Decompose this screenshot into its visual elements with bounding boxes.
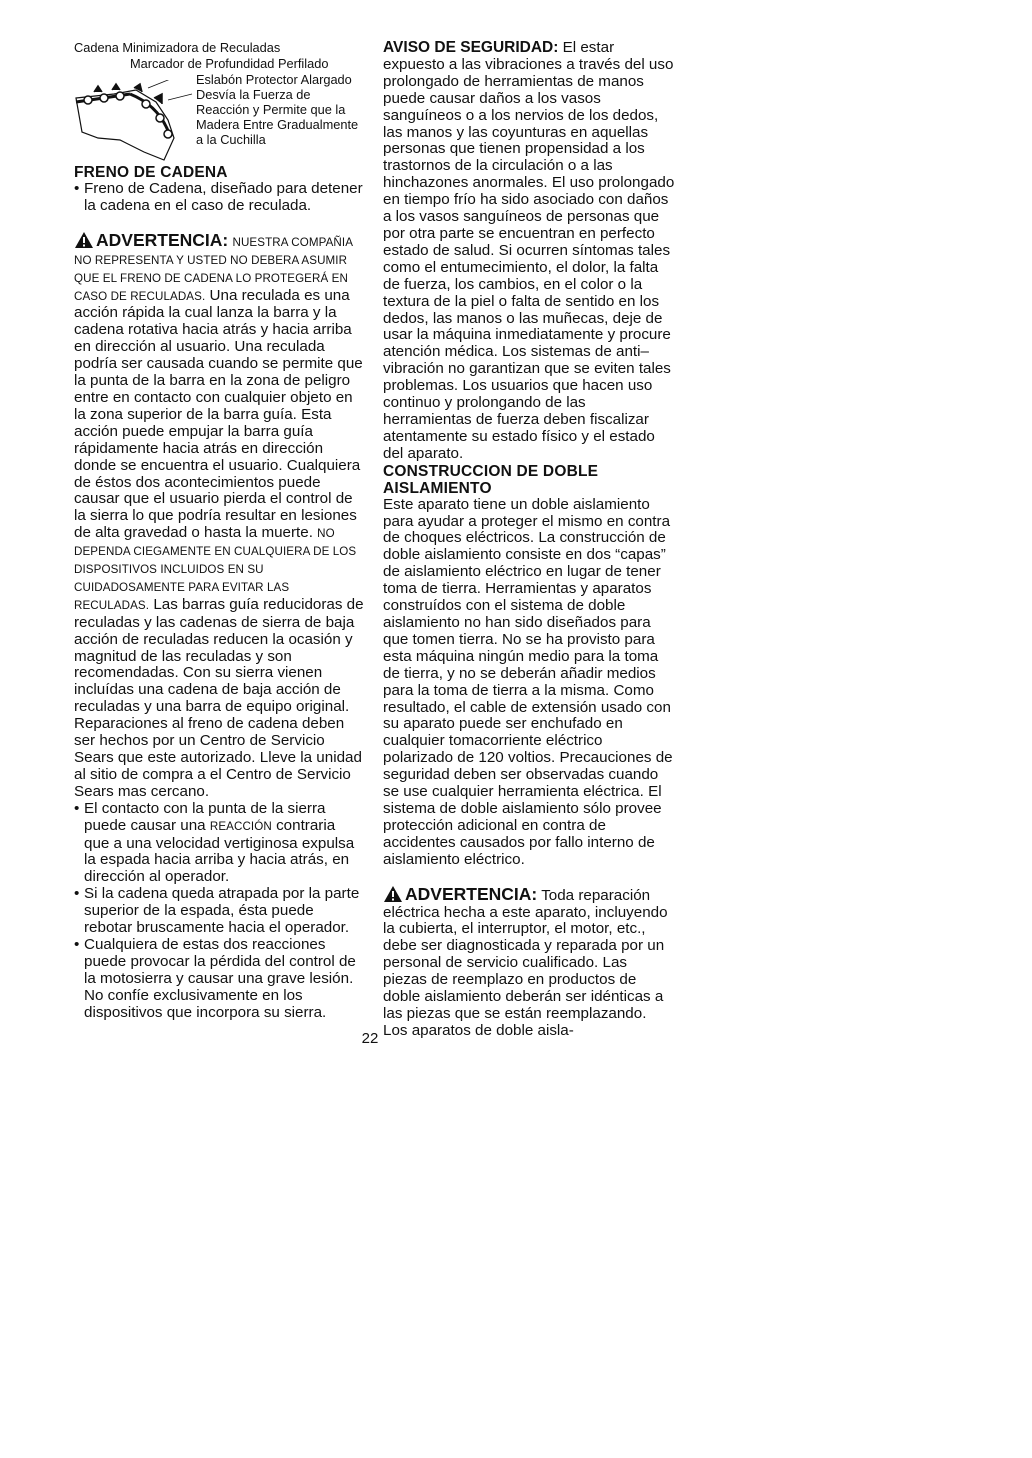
reaction-list (74, 801, 364, 1022)
right-column (383, 40, 675, 1040)
bullet-1-caps: REACCIÓN (209, 819, 272, 833)
warning-body-1: Una reculada es una acción rápida la cual lanza la barra y la cadena rotativa hacia atrás y hacia arriba en dirección al usuario. Una reculada podría ser causada cuando se permite que la punta de la barra en la zona de peligro entre en contacto con cualquier objeto en la zona superior de la barra guía. Esta acción puede empujar la barra guía rápidamente hacia atrás en dirección donde se encuentra el usuario. Cualquiera de éstos dos acontecimientos puede causar que el usuario pierda el control de la sierra lo que podría resultar en lesiones de alta gravedad o hasta la muerte. (74, 286, 363, 542)
label-chain: Cadena Minimizadora de Reculadas (74, 40, 281, 55)
reaction-bullet-1 (74, 801, 364, 887)
aviso-lead: AVISO DE SEGURIDAD: (383, 39, 559, 56)
warning-block-2 (383, 885, 675, 1040)
warning-title-2: ADVERTENCIA: (405, 883, 538, 904)
chain-illustration (74, 80, 199, 164)
warning-triangle-icon (74, 231, 94, 249)
warning-caps-1: NUESTRA COMPAÑIA NO REPRESENTA Y USTED NO DEBERA ASUMIR QUE EL FRENO DE CADENA LO PROTEGERÁ EN CASO DE RECULADAS. (74, 235, 353, 303)
warning-text-2: Toda reparación eléctrica hecha a este aparato, incluyendo la cubierta, el interruptor, el motor, etc., debe ser diagnosticada y reparada por un personal de servicio cualificado. Las piezas de reemplazo en productos de doble aislamiento deberán ser idénticas a las piezas que se están reemplazando. Los aparatos de doble aisla- (383, 886, 668, 1039)
aviso-text: El estar expuesto a las vibraciones a través del uso prolongado de herramientas de manos puede causar daños a los vasos sanguíneos o a los nervios de los dedos, las manos y las coyunturas en aquellas personas que tienen propensidad a los trastornos de la circulación o a las hinchazones anormales. El uso prolongado en tiempo frío ha sido asociado con daños a los vasos sanguíneos de personas que por otra parte se encuentran en perfecto estado de salud. Si ocurren síntomas tales como el entumecimiento, el dolor, la falta de fuerza, los cambios, en el color o la textura de la piel o falta de sentido en los dedos, las manos o las muñecas, deje de usar la máquina inmediatamente y procure atención médica. Los sistemas de anti–vibración no garantizan que se eviten tales problemas. Los usuarios que hacen uso continuo y prolongando de las herramientas de fuerza deben fiscalizar atentamente su estado físico y el estado del aparato. (383, 39, 675, 462)
page-number: 22 (361, 1030, 379, 1047)
warning-body-2: Las barras guía reducidoras de reculadas y las cadenas de sierra de baja acción de reculadas reducen la ocasión y magnitud de las reculadas y son recomendadas. Con su sierra vienen incluídas una cadena de baja acción de reculadas y una barra de equipo original. Reparaciones al freno de cadena deben ser hechos por un Centro de Servicio Sears que este autorizado. Lleve la unidad al sitio de compra a el Centro de Servicio Sears mas cercano. (74, 595, 364, 800)
warning-title-1: ADVERTENCIA: (96, 229, 229, 250)
left-column (74, 40, 364, 1022)
construccion-text: Este aparato tiene un doble aislamiento para ayudar a proteger el mismo en contra de choques eléctricos. La construcción de doble aislamiento consiste en dos “capas” de aislamiento eléctrico en lugar de tener toma de tierra. Herramientas y aparatos construídos con el sistema de doble aislamiento no han sido diseñados para que tomen tierra. No se ha provisto para esta máquina ningún medio para la toma de tierra, y no se deberán añadir medios para la toma de tierra a la misma. Como resultado, el cable de extensión usado con su aparato puede ser enchufado en cualquier tomacorriente eléctrico polarizado de 120 voltios. Precauciones de seguridad deben ser observadas cuando se use cualquier herramienta eléctrica. El sistema de doble aislamiento sólo provee protección adicional en contra de accidentes causados por fallo interno de aislamiento eléctrico. (383, 495, 673, 868)
freno-list (74, 181, 364, 215)
bullet-1-text: El contacto con la punta de la sierra puede causar una (84, 799, 326, 834)
construccion-heading: CONSTRUCCION DE DOBLE AISLAMIENTO (383, 462, 599, 497)
freno-bullet: • Freno de Cadena, diseñado para detener la cadena en el caso de reculada. (74, 181, 364, 215)
chain-diagram (74, 40, 364, 164)
warning-triangle-icon (383, 885, 403, 903)
label-depth-gauge: Marcador de Profundidad Perfilado (130, 56, 329, 71)
label-guard-link: Eslabón Protector Alargado Desvía la Fuerza de Reacción y Permite que la Madera Entre Gradualmente a la Cuchilla (196, 72, 359, 147)
aviso-paragraph (383, 40, 675, 463)
warning-block-1 (74, 231, 364, 801)
warning-caps-2: NO DEPENDA CIEGAMENTE EN CUALQUIERA DE LOS DISPOSITIVOS INCLUIDOS EN SU CUIDADOSAMENTE PARA EVITAR LAS RECULADAS. (74, 527, 357, 612)
bullet-1-text-end: contraria que a una velocidad vertiginosa expulsa la espada hacia arriba y hacia atrás, en dirección al operador. (84, 816, 355, 886)
freno-heading: FRENO DE CADENA (74, 164, 228, 181)
reaction-bullet-2: • Si la cadena queda atrapada por la parte superior de la espada, ésta puede rebotar bruscamente hacia el operador. (74, 886, 364, 937)
reaction-bullet-3: • Cualquiera de estas dos reacciones puede provocar la pérdida del control de la motosierra y causar una grave lesión. No confíe exclusivamente en los dispositivos que incorpora su sierra. (74, 937, 364, 1022)
